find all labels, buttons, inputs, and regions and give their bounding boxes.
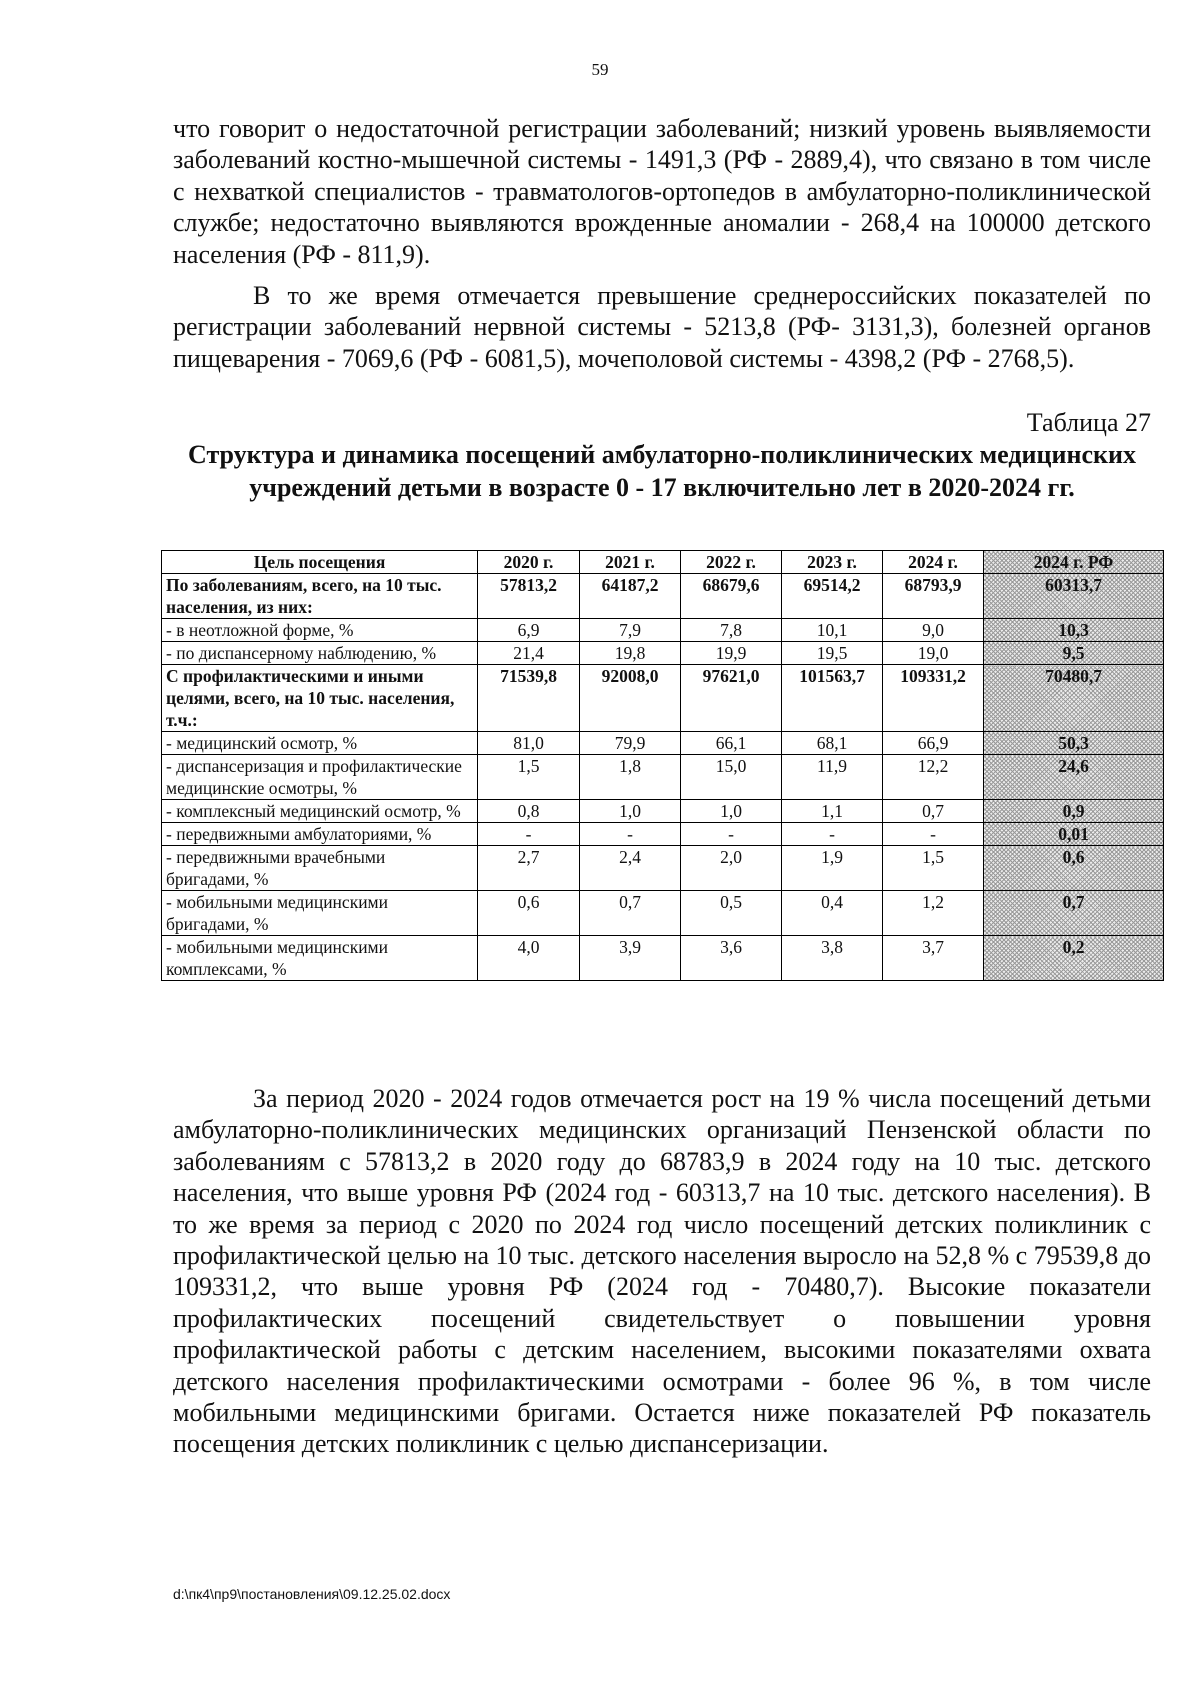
cell-2022: 7,8: [681, 619, 782, 642]
table-row: [162, 732, 1164, 755]
cell-2021: -: [580, 823, 681, 846]
cell-2024: 12,2: [883, 755, 984, 800]
row-label: - по диспансерному наблюдению, %: [162, 642, 478, 665]
cell-2022: 19,9: [681, 642, 782, 665]
cell-rf: 10,3: [984, 619, 1164, 642]
cell-2021: 7,9: [580, 619, 681, 642]
cell-2020: 2,7: [478, 846, 580, 891]
cell-2021: 92008,0: [580, 665, 681, 732]
row-label: - передвижными врачебными бригадами, %: [162, 846, 478, 891]
cell-2022: 1,0: [681, 800, 782, 823]
cell-2023: 19,5: [782, 642, 883, 665]
cell-2021: 0,7: [580, 891, 681, 936]
table-row: [162, 574, 1164, 619]
cell-2024: 1,5: [883, 846, 984, 891]
header-2024-rf: 2024 г. РФ: [984, 551, 1164, 574]
cell-rf: 0,2: [984, 936, 1164, 981]
row-label: - диспансеризация и профилактические медицинские осмотры, %: [162, 755, 478, 800]
table-row: [162, 891, 1164, 936]
cell-2023: 0,4: [782, 891, 883, 936]
table-number: Таблица 27: [1026, 408, 1151, 437]
table-row: [162, 642, 1164, 665]
row-label: - мобильными медицинскими бригадами, %: [162, 891, 478, 936]
cell-2020: 57813,2: [478, 574, 580, 619]
cell-2022: 3,6: [681, 936, 782, 981]
table-header-row: [162, 551, 1164, 574]
page-number: 59: [591, 60, 609, 79]
row-label: - передвижными амбулаториями, %: [162, 823, 478, 846]
cell-2024: 3,7: [883, 936, 984, 981]
cell-2021: 3,9: [580, 936, 681, 981]
header-2020: 2020 г.: [478, 551, 580, 574]
cell-2023: 1,9: [782, 846, 883, 891]
cell-2022: 97621,0: [681, 665, 782, 732]
cell-2020: 6,9: [478, 619, 580, 642]
cell-2021: 2,4: [580, 846, 681, 891]
cell-2024: 66,9: [883, 732, 984, 755]
paragraph-conclusion: За период 2020 - 2024 годов отмечается рост на 19 % числа посещений детьми амбулаторно-поликлинических медицинских организаций Пензенской области по заболеваниям с 57813,2 в 2020 году до 68783,9 в 2024 году на 10 тыс. детского населения, что выше уровня РФ (2024 год - 60313,7 на 10 тыс. детского населения). В то же время за период с 2020 по 2024 год число посещений детских поликлиник с профилактической целью на 10 тыс. детского населения выросло на 52,8 % с 79539,8 до 109331,2, что выше уровня РФ (2024 год - 70480,7). Высокие показатели профилактических посещений свидетельствует о повышении уровня профилактической работы с детским населением, высокими показателями охвата детского населения профилактическими осмотрами - более 96 %, в том числе мобильными медицинскими бригами. Остается ниже показателей РФ показатель посещения детских поликлиник с целью диспансеризации.: [173, 1084, 1151, 1459]
cell-2024: -: [883, 823, 984, 846]
cell-2020: 1,5: [478, 755, 580, 800]
cell-2020: 0,6: [478, 891, 580, 936]
cell-2024: 68793,9: [883, 574, 984, 619]
cell-2024: 0,7: [883, 800, 984, 823]
cell-2024: 19,0: [883, 642, 984, 665]
table-title: Структура и динамика посещений амбулаторно-поликлинических медицинских учреждений детьми в возрасте 0 - 17 включительно лет в 2020-2024 гг.: [188, 440, 1136, 502]
cell-2021: 19,8: [580, 642, 681, 665]
cell-2023: 68,1: [782, 732, 883, 755]
cell-2023: 69514,2: [782, 574, 883, 619]
cell-2021: 79,9: [580, 732, 681, 755]
cell-2023: -: [782, 823, 883, 846]
cell-2023: 1,1: [782, 800, 883, 823]
header-2023: 2023 г.: [782, 551, 883, 574]
cell-rf: 50,3: [984, 732, 1164, 755]
cell-rf: 0,01: [984, 823, 1164, 846]
cell-2023: 3,8: [782, 936, 883, 981]
cell-2020: 0,8: [478, 800, 580, 823]
row-label: - в неотложной форме, %: [162, 619, 478, 642]
cell-rf: 60313,7: [984, 574, 1164, 619]
cell-rf: 0,7: [984, 891, 1164, 936]
cell-2023: 101563,7: [782, 665, 883, 732]
cell-rf: 9,5: [984, 642, 1164, 665]
cell-2020: 4,0: [478, 936, 580, 981]
cell-2020: 21,4: [478, 642, 580, 665]
header-purpose: Цель посещения: [162, 551, 478, 574]
table-row: [162, 619, 1164, 642]
cell-2022: 0,5: [681, 891, 782, 936]
cell-2020: -: [478, 823, 580, 846]
cell-2022: 66,1: [681, 732, 782, 755]
cell-2022: 15,0: [681, 755, 782, 800]
row-label: - медицинский осмотр, %: [162, 732, 478, 755]
cell-2021: 64187,2: [580, 574, 681, 619]
cell-2021: 1,8: [580, 755, 681, 800]
cell-2022: 68679,6: [681, 574, 782, 619]
row-label: - комплексный медицинский осмотр, %: [162, 800, 478, 823]
cell-rf: 70480,7: [984, 665, 1164, 732]
table-row: [162, 665, 1164, 732]
header-2024: 2024 г.: [883, 551, 984, 574]
table-row: [162, 936, 1164, 981]
header-2021: 2021 г.: [580, 551, 681, 574]
cell-2020: 71539,8: [478, 665, 580, 732]
cell-2024: 1,2: [883, 891, 984, 936]
cell-2023: 11,9: [782, 755, 883, 800]
cell-2024: 109331,2: [883, 665, 984, 732]
row-label: - мобильными медицинскими комплексами, %: [162, 936, 478, 981]
cell-2024: 9,0: [883, 619, 984, 642]
visits-table: [161, 550, 1164, 981]
row-label: С профилактическими и иными целями, всего, на 10 тыс. населения, т.ч.:: [162, 665, 478, 732]
cell-rf: 24,6: [984, 755, 1164, 800]
cell-2021: 1,0: [580, 800, 681, 823]
cell-2022: -: [681, 823, 782, 846]
paragraph-excess: В то же время отмечается превышение среднероссийских показателей по регистрации заболеваний нервной системы - 5213,8 (РФ- 3131,3), болезней органов пищеварения - 7069,6 (РФ - 6081,5), мочеполовой системы - 4398,2 (РФ - 2768,5).: [173, 281, 1151, 373]
table-row: [162, 846, 1164, 891]
paragraph-intro: что говорит о недостаточной регистрации заболеваний; низкий уровень выявляемости заболеваний костно-мышечной системы - 1491,3 (РФ - 2889,4), что связано в том числе с нехваткой специалистов - травматологов-ортопедов в амбулаторно-поликлинической службе; недостаточно выявляются врожденные аномалии - 268,4 на 100000 детского населения (РФ - 811,9).: [173, 114, 1151, 269]
cell-2023: 10,1: [782, 619, 883, 642]
row-label: По заболеваниям, всего, на 10 тыс. населения, из них:: [162, 574, 478, 619]
header-2022: 2022 г.: [681, 551, 782, 574]
table-row: [162, 823, 1164, 846]
table-row: [162, 800, 1164, 823]
table-row: [162, 755, 1164, 800]
cell-rf: 0,9: [984, 800, 1164, 823]
cell-2020: 81,0: [478, 732, 580, 755]
cell-rf: 0,6: [984, 846, 1164, 891]
file-path-footer: d:\пк4\пр9\постановления\09.12.25.02.docx: [173, 1586, 451, 1602]
cell-2022: 2,0: [681, 846, 782, 891]
